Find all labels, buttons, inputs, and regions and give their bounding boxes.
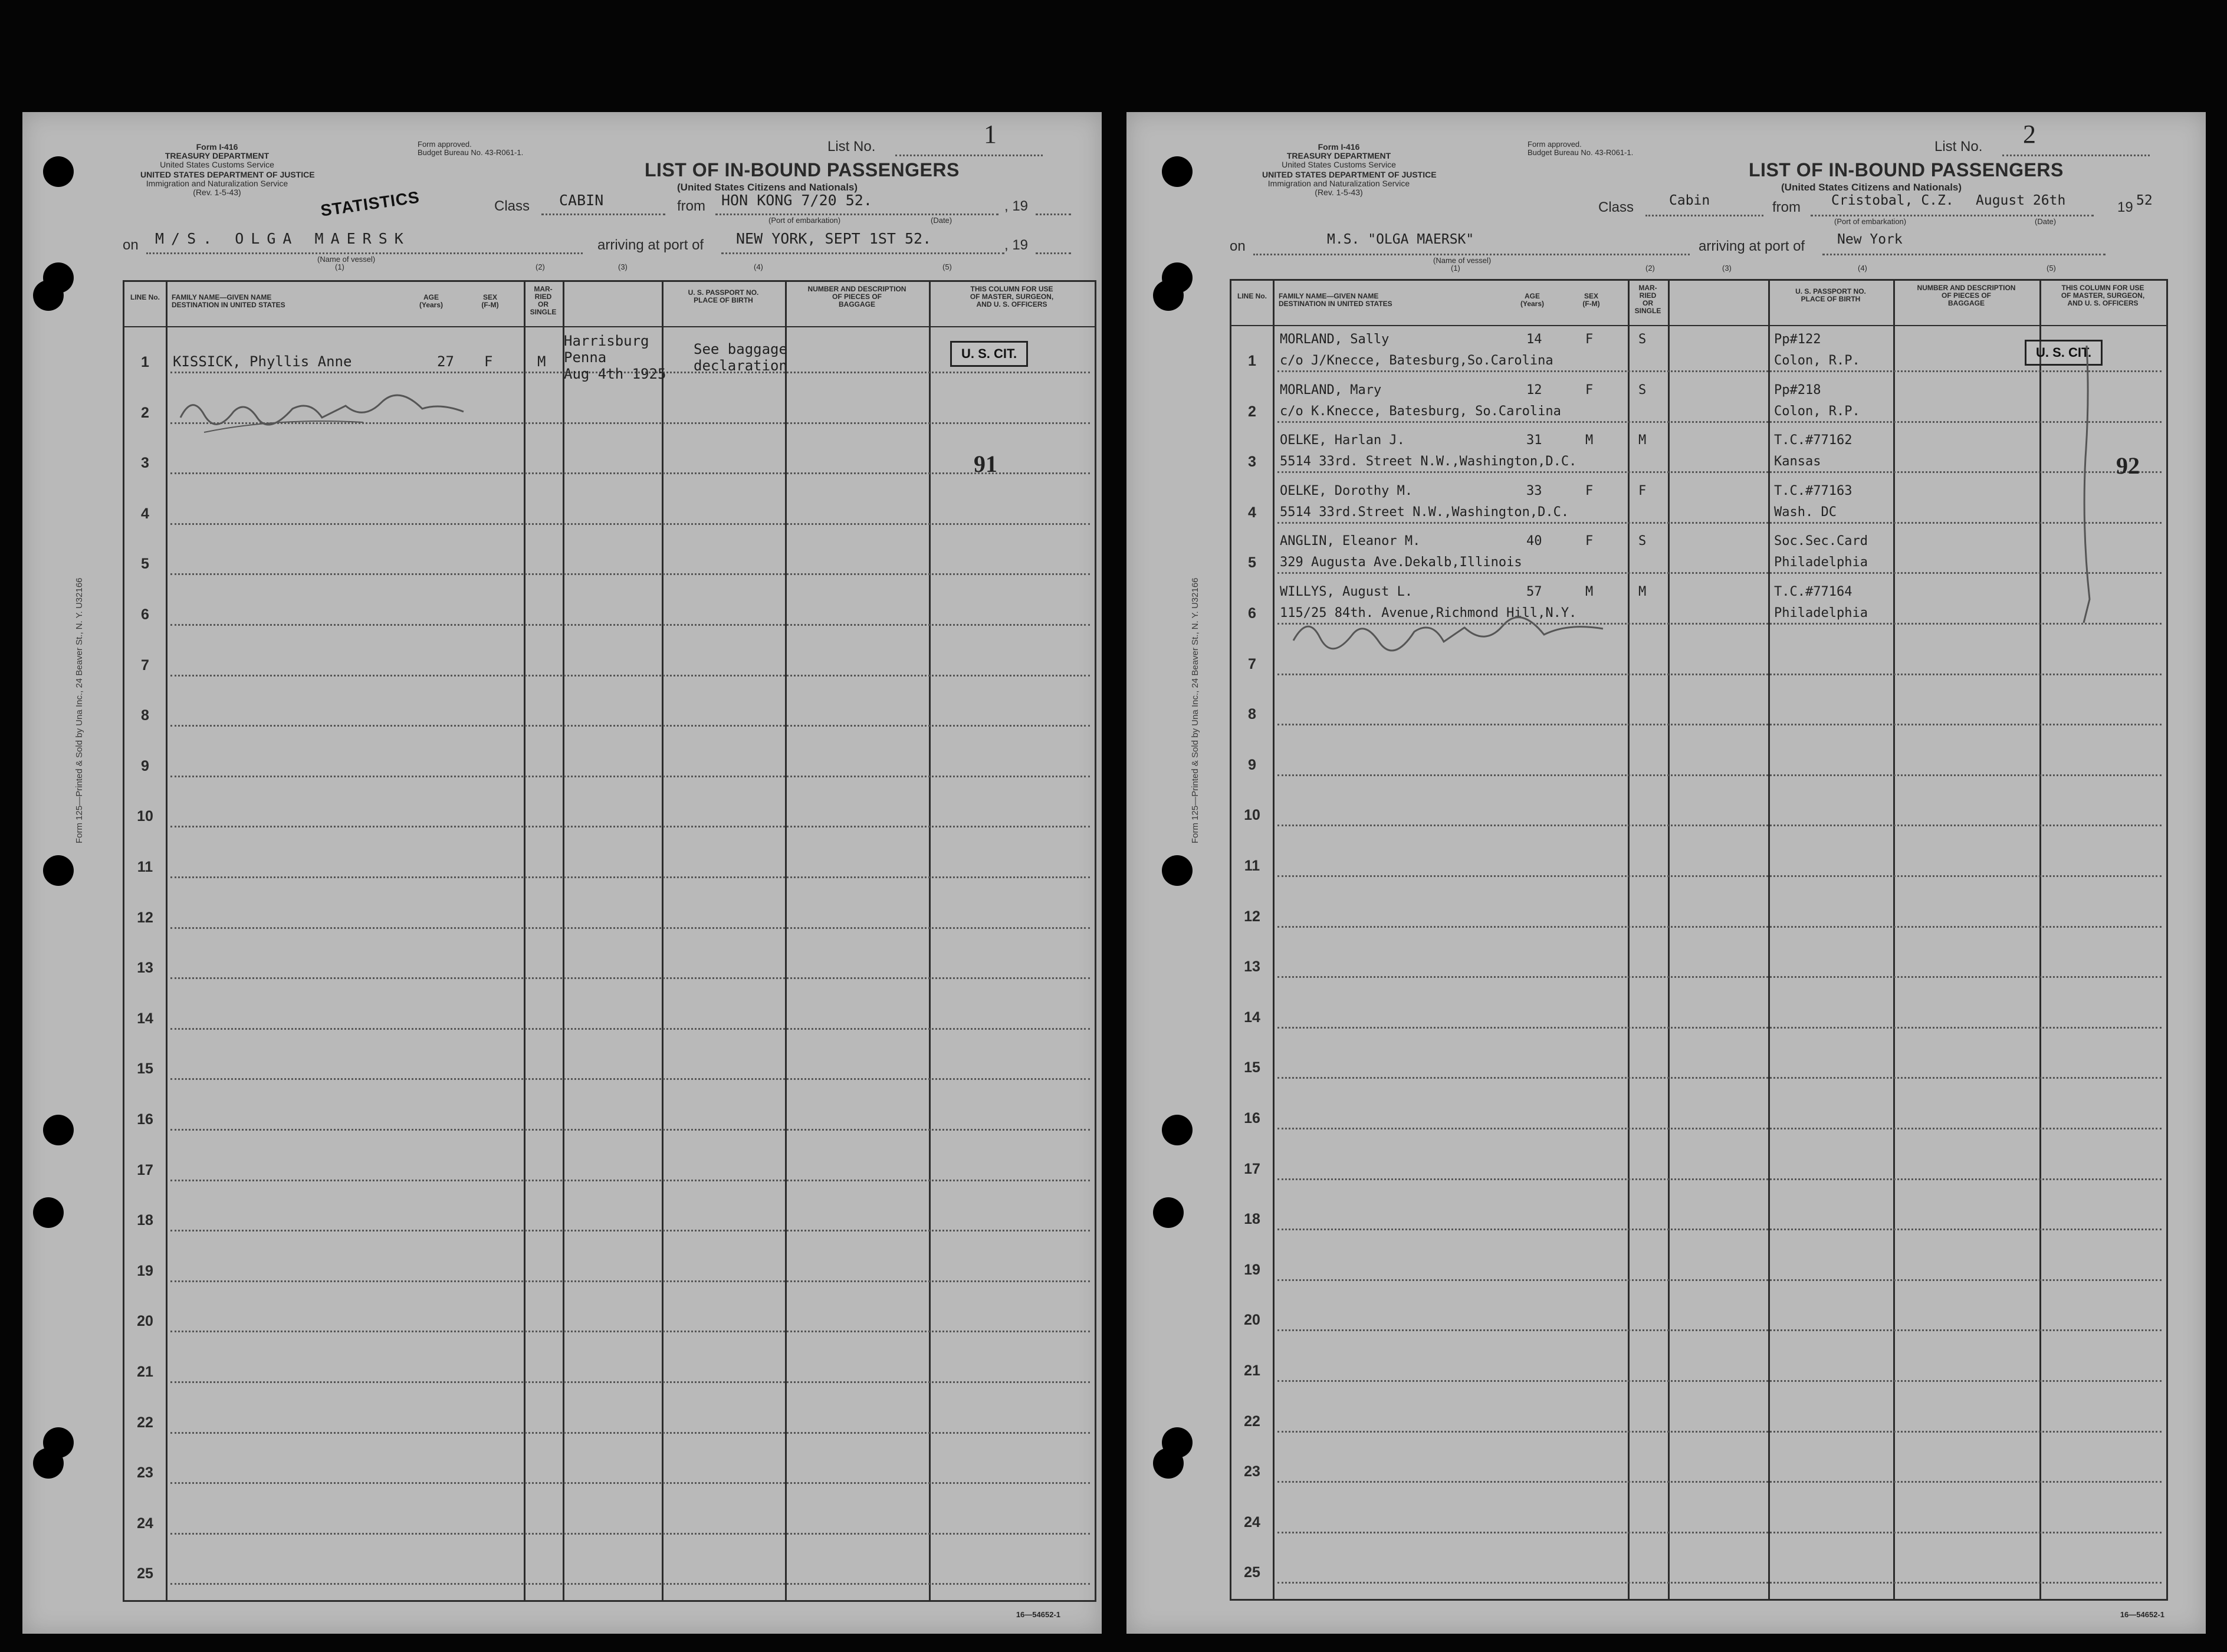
line-number: 19 bbox=[137, 1262, 153, 1279]
line-number: 11 bbox=[1244, 858, 1260, 874]
punch-hole bbox=[1162, 1115, 1193, 1145]
vessel-caption: (Name of vessel) bbox=[1433, 256, 1492, 265]
row-dotted-rule bbox=[170, 1583, 1090, 1585]
col-line-no: LINE No. bbox=[130, 293, 160, 301]
table-row bbox=[124, 1287, 1095, 1337]
line-number: 5 bbox=[1248, 554, 1256, 572]
line-number: 4 bbox=[141, 505, 149, 522]
line-number: 24 bbox=[137, 1515, 153, 1532]
page-subtitle: (United States Citizens and Nationals) bbox=[677, 182, 858, 193]
row-dotted-rule bbox=[1277, 1431, 2162, 1433]
row-dotted-rule bbox=[170, 1129, 1090, 1131]
year-suffix-2: , 19 bbox=[1004, 237, 1029, 253]
ins: Immigration and Naturalization Service bbox=[1267, 179, 1410, 188]
row-dotted-rule bbox=[1277, 1481, 2162, 1483]
line-number: 20 bbox=[137, 1313, 153, 1330]
table-row bbox=[124, 934, 1095, 984]
passenger-pp2: Philadelphia bbox=[1774, 606, 1868, 620]
line-number: 17 bbox=[1244, 1160, 1260, 1177]
line-number: 24 bbox=[1244, 1513, 1260, 1531]
row-dotted-rule bbox=[1277, 1229, 2162, 1230]
line-number: 5 bbox=[141, 556, 149, 573]
row-dotted-rule bbox=[170, 1180, 1090, 1181]
passenger-name: KISSICK, Phyllis Anne bbox=[173, 353, 352, 370]
passenger-age: 12 bbox=[1526, 382, 1542, 398]
table-row bbox=[1231, 1336, 2166, 1387]
passenger-table bbox=[123, 280, 1096, 1602]
line-number: 8 bbox=[1248, 706, 1256, 723]
line-number: 7 bbox=[1248, 655, 1256, 672]
passenger-sex: F bbox=[484, 353, 493, 370]
row-dotted-rule bbox=[170, 1078, 1090, 1080]
line-number: 25 bbox=[137, 1565, 153, 1582]
passenger-pp1: T.C.#77164 bbox=[1774, 584, 1852, 599]
col-married: MAR- RIED OR SINGLE bbox=[1634, 284, 1661, 315]
col1-caption: (1) bbox=[335, 262, 344, 271]
col-officers: THIS COLUMN FOR USE OF MASTER, SURGEON, AND U. S. OFFICERS bbox=[2061, 284, 2145, 307]
passenger-dest: c/o J/Knecce, Batesburg,So.Carolina bbox=[1280, 353, 1553, 368]
line-number: 6 bbox=[141, 606, 149, 623]
passenger-pp2: Colon, R.P. bbox=[1774, 353, 1860, 368]
punch-hole bbox=[33, 1448, 64, 1479]
line-number: 18 bbox=[137, 1212, 153, 1229]
department: TREASURY DEPARTMENT bbox=[165, 151, 270, 160]
page-number: 92 bbox=[2116, 452, 2140, 479]
table-row bbox=[1231, 1033, 2166, 1083]
passenger-age: 14 bbox=[1526, 332, 1542, 347]
table-row bbox=[124, 530, 1095, 580]
table-row bbox=[1231, 680, 2166, 730]
col-age: AGE (Years) bbox=[1520, 292, 1545, 308]
line-number: 12 bbox=[137, 909, 153, 926]
table-row bbox=[1231, 1236, 2166, 1286]
year-suffix: , 19 bbox=[1004, 198, 1029, 214]
line-number: 14 bbox=[137, 1010, 153, 1027]
line-number: 2 bbox=[141, 404, 149, 421]
table-row bbox=[1231, 1387, 2166, 1437]
from-label: from bbox=[1772, 199, 1801, 215]
footer-code: 16—54652-1 bbox=[2120, 1610, 2164, 1619]
line-number: 2 bbox=[1248, 403, 1256, 420]
col-baggage: NUMBER AND DESCRIPTION OF PIECES OF BAGGAGE bbox=[807, 285, 906, 308]
row-dotted-rule bbox=[1277, 674, 2162, 675]
passenger-ms: S bbox=[1638, 382, 1647, 398]
row-dotted-rule bbox=[170, 1432, 1090, 1434]
from-label: from bbox=[677, 198, 705, 214]
signature-scribble bbox=[169, 376, 475, 447]
us-citizen-stamp: U. S. CIT. bbox=[2025, 340, 2103, 366]
table-row bbox=[124, 833, 1095, 883]
approval-block bbox=[1528, 140, 1633, 157]
line-number: 1 bbox=[141, 354, 149, 370]
table-row bbox=[1231, 1135, 2166, 1185]
justice-dept: UNITED STATES DEPARTMENT OF JUSTICE bbox=[1262, 170, 1437, 179]
baggage-2: declaration bbox=[694, 357, 787, 374]
table-row bbox=[124, 884, 1095, 934]
passenger-name: MORLAND, Mary bbox=[1280, 382, 1382, 398]
arriving-label: arriving at port of bbox=[597, 237, 704, 253]
row-dotted-rule bbox=[170, 826, 1090, 827]
rev: (Rev. 1-5-43) bbox=[1315, 188, 1363, 197]
department: TREASURY DEPARTMENT bbox=[1286, 151, 1391, 160]
line-number: 3 bbox=[1248, 454, 1256, 471]
table-row bbox=[1231, 731, 2166, 781]
birth-place-1: Harrisburg bbox=[564, 333, 649, 349]
passenger-ms: F bbox=[1638, 483, 1647, 498]
punch-hole bbox=[33, 1197, 64, 1228]
vessel-name: M/S. OLGA MAERSK bbox=[155, 230, 410, 247]
row-dotted-rule bbox=[1277, 1027, 2162, 1029]
punch-hole bbox=[43, 1115, 74, 1145]
line-number: 15 bbox=[1244, 1059, 1260, 1076]
row-dotted-rule bbox=[170, 523, 1090, 525]
form-id: Form I-416 bbox=[1318, 142, 1360, 152]
page-number: 91 bbox=[974, 451, 997, 477]
budget: Budget Bureau No. 43-R061-1. bbox=[1528, 148, 1634, 157]
on-label: on bbox=[1230, 238, 1246, 254]
table-row bbox=[124, 1034, 1095, 1085]
passenger-pp2: Colon, R.P. bbox=[1774, 403, 1860, 419]
passenger-dest: 329 Augusta Ave.Dekalb,Illinois bbox=[1280, 555, 1522, 570]
passenger-ms: S bbox=[1638, 534, 1647, 549]
form-header-block bbox=[140, 142, 315, 197]
col-sex: SEX (F-M) bbox=[481, 293, 499, 309]
budget: Budget Bureau No. 43-R061-1. bbox=[418, 148, 524, 157]
table-row bbox=[1231, 781, 2166, 831]
row-dotted-rule bbox=[1277, 1380, 2162, 1382]
table-row bbox=[1231, 1084, 2166, 1134]
table-row bbox=[124, 984, 1095, 1034]
line-number: 12 bbox=[1244, 908, 1260, 925]
arriving-value: New York bbox=[1837, 232, 1903, 247]
passenger-age: 31 bbox=[1526, 433, 1542, 448]
punch-hole bbox=[1153, 280, 1184, 311]
punch-hole bbox=[1162, 156, 1193, 187]
passenger-dest: 5514 33rd.Street N.W.,Washington,D.C. bbox=[1280, 504, 1569, 520]
table-row bbox=[1231, 1437, 2166, 1487]
row-dotted-rule bbox=[170, 624, 1090, 626]
table-row bbox=[124, 1438, 1095, 1489]
passenger-name: MORLAND, Sally bbox=[1280, 332, 1390, 347]
line-number: 4 bbox=[1248, 504, 1256, 521]
arriving-label: arriving at port of bbox=[1699, 238, 1805, 254]
row-dotted-rule bbox=[1277, 1329, 2162, 1331]
col4-caption: (4) bbox=[754, 262, 763, 271]
line-number: 9 bbox=[141, 757, 149, 774]
line-number: 8 bbox=[141, 707, 149, 724]
col-name: FAMILY NAME—GIVEN NAME DESTINATION IN UNITED STATES bbox=[1279, 292, 1392, 308]
vessel-caption: (Name of vessel) bbox=[317, 255, 376, 264]
row-dotted-rule bbox=[1277, 1582, 2162, 1584]
row-dotted-rule bbox=[170, 725, 1090, 727]
signature-scribble bbox=[1285, 599, 1615, 664]
row-dotted-rule bbox=[1277, 774, 2162, 776]
row-dotted-rule bbox=[1277, 724, 2162, 725]
line-number: 23 bbox=[1244, 1463, 1260, 1480]
line-number: 25 bbox=[1244, 1564, 1260, 1581]
table-row bbox=[124, 1136, 1095, 1186]
row-dotted-rule bbox=[170, 876, 1090, 878]
birth-place-2: Penna bbox=[564, 349, 607, 366]
table-row bbox=[124, 681, 1095, 731]
on-label: on bbox=[123, 237, 139, 253]
table-row bbox=[1231, 983, 2166, 1033]
date-caption: (Date) bbox=[931, 216, 952, 225]
printer-side-text: Form 125—Printed & Sold by Una Inc., 24 Beaver St., N. Y. U32166 bbox=[1190, 577, 1200, 843]
line-number: 13 bbox=[137, 960, 153, 977]
col-passport: U. S. PASSPORT NO. PLACE OF BIRTH bbox=[688, 288, 759, 304]
arrival-date: August 26th bbox=[1976, 193, 2066, 208]
approval-block bbox=[418, 140, 523, 157]
row-dotted-rule bbox=[1277, 1077, 2162, 1079]
punch-hole bbox=[43, 156, 74, 187]
ins: Immigration and Naturalization Service bbox=[146, 179, 288, 188]
row-dotted-rule bbox=[170, 1028, 1090, 1030]
passenger-table bbox=[1230, 279, 2168, 1601]
table-row bbox=[1231, 832, 2166, 882]
col3-caption: (3) bbox=[1722, 264, 1732, 272]
passenger-sex: F bbox=[1585, 483, 1594, 498]
justice-dept: UNITED STATES DEPARTMENT OF JUSTICE bbox=[140, 170, 315, 179]
table-row bbox=[124, 1489, 1095, 1539]
birth-date: Aug 4th 1925 bbox=[564, 366, 666, 382]
class-label: Class bbox=[1598, 199, 1634, 215]
page-subtitle: (United States Citizens and Nationals) bbox=[1781, 182, 1962, 193]
line-number: 17 bbox=[137, 1161, 153, 1178]
row-dotted-rule bbox=[170, 1230, 1090, 1231]
table-row bbox=[124, 1237, 1095, 1287]
passenger-name: WILLYS, August L. bbox=[1280, 584, 1413, 599]
col5-caption: (5) bbox=[2047, 264, 2056, 272]
passenger-pp1: Pp#218 bbox=[1774, 382, 1821, 398]
passenger-pp2: Wash. DC bbox=[1774, 504, 1837, 520]
line-number: 23 bbox=[137, 1464, 153, 1482]
col2-caption: (2) bbox=[1645, 264, 1655, 272]
passenger-dest: c/o K.Knecce, Batesburg, So.Carolina bbox=[1280, 403, 1561, 419]
table-row bbox=[1231, 1286, 2166, 1336]
row-dotted-rule bbox=[1277, 825, 2162, 826]
line-number: 20 bbox=[1244, 1312, 1260, 1329]
page-title: LIST OF IN-BOUND PASSENGERS bbox=[1749, 159, 2064, 180]
passenger-marital: M bbox=[537, 353, 546, 370]
row-dotted-rule bbox=[1277, 1178, 2162, 1180]
row-dotted-rule bbox=[170, 573, 1090, 575]
line-number: 1 bbox=[1248, 353, 1256, 369]
row-dotted-rule bbox=[1277, 875, 2162, 877]
punch-hole bbox=[1153, 1197, 1184, 1228]
line-number: 10 bbox=[1244, 807, 1260, 824]
line-number: 9 bbox=[1248, 756, 1256, 773]
row-dotted-rule bbox=[170, 1533, 1090, 1535]
passenger-ms: M bbox=[1638, 584, 1647, 599]
punch-hole bbox=[43, 855, 74, 886]
line-number: 21 bbox=[1244, 1362, 1260, 1379]
row-dotted-rule bbox=[1277, 1128, 2162, 1129]
passenger-age: 33 bbox=[1526, 483, 1542, 498]
left-manifest-page bbox=[22, 112, 1102, 1634]
row-dotted-rule bbox=[170, 1331, 1090, 1332]
table-row bbox=[1231, 932, 2166, 983]
printer-side-text: Form 125—Printed & Sold by Una Inc., 24 Beaver St., N. Y. U32166 bbox=[74, 577, 84, 843]
port-caption: (Port of embarkation) bbox=[768, 216, 841, 225]
col5-caption: (5) bbox=[942, 262, 952, 271]
passenger-pp1: Pp#122 bbox=[1774, 332, 1821, 347]
passenger-pp1: Soc.Sec.Card bbox=[1774, 534, 1868, 549]
col4-caption: (4) bbox=[1858, 264, 1867, 272]
line-number: 19 bbox=[1244, 1261, 1260, 1278]
line-number: 3 bbox=[141, 455, 149, 472]
class-value: CABIN bbox=[559, 192, 604, 209]
form-id: Form I-416 bbox=[196, 142, 238, 152]
table-row bbox=[1231, 882, 2166, 932]
col-baggage: NUMBER AND DESCRIPTION OF PIECES OF BAGGAGE bbox=[1917, 284, 2016, 307]
row-dotted-rule bbox=[170, 776, 1090, 777]
line-number: 14 bbox=[1244, 1009, 1260, 1026]
line-number: 16 bbox=[1244, 1110, 1260, 1126]
table-row bbox=[124, 732, 1095, 782]
col-sex: SEX (F-M) bbox=[1582, 292, 1600, 308]
col-passport: U. S. PASSPORT NO. PLACE OF BIRTH bbox=[1795, 287, 1866, 303]
port-caption: (Port of embarkation) bbox=[1834, 217, 1907, 226]
passenger-pp1: T.C.#77163 bbox=[1774, 483, 1852, 498]
table-row bbox=[1231, 1185, 2166, 1235]
row-dotted-rule bbox=[1277, 926, 2162, 928]
row-dotted-rule bbox=[170, 927, 1090, 929]
passenger-ms: M bbox=[1638, 433, 1647, 448]
passenger-age: 40 bbox=[1526, 534, 1542, 549]
col-age: AGE (Years) bbox=[419, 293, 444, 309]
line-number: 11 bbox=[137, 859, 153, 875]
list-no-label: List No. bbox=[1934, 139, 1983, 155]
passenger-dest: 5514 33rd. Street N.W.,Washington,D.C. bbox=[1280, 454, 1577, 469]
right-manifest-page bbox=[1126, 112, 2206, 1634]
col-married: MAR- RIED OR SINGLE bbox=[530, 285, 557, 316]
table-row bbox=[1231, 1488, 2166, 1538]
list-no-label: List No. bbox=[827, 139, 876, 155]
line-number: 18 bbox=[1244, 1211, 1260, 1228]
row-dotted-rule bbox=[1277, 1279, 2162, 1281]
page-title: LIST OF IN-BOUND PASSENGERS bbox=[645, 159, 960, 180]
check-mark-line bbox=[2069, 340, 2104, 635]
line-number: 16 bbox=[137, 1111, 153, 1128]
list-no: 2 bbox=[2023, 120, 2036, 149]
line-number: 22 bbox=[137, 1414, 153, 1431]
passenger-sex: M bbox=[1585, 584, 1594, 599]
passenger-sex: F bbox=[1585, 332, 1594, 347]
row-dotted-rule bbox=[1277, 976, 2162, 978]
line-number: 22 bbox=[1244, 1413, 1260, 1430]
table-row bbox=[124, 479, 1095, 530]
row-dotted-rule bbox=[170, 1482, 1090, 1484]
col-name: FAMILY NAME—GIVEN NAME DESTINATION IN UNITED STATES bbox=[172, 293, 285, 309]
passenger-pp2: Philadelphia bbox=[1774, 555, 1868, 570]
footer-code: 16—54652-1 bbox=[1016, 1610, 1060, 1619]
from-value: Cristobal, C.Z. bbox=[1831, 193, 1954, 208]
col2-caption: (2) bbox=[536, 262, 545, 271]
service: United States Customs Service bbox=[160, 160, 274, 169]
vessel-name: M.S. "OLGA MAERSK" bbox=[1327, 232, 1474, 247]
passenger-sex: M bbox=[1585, 433, 1594, 448]
line-number: 7 bbox=[141, 656, 149, 674]
passenger-ms: S bbox=[1638, 332, 1647, 347]
us-citizen-stamp: U. S. CIT. bbox=[950, 341, 1028, 367]
table-row bbox=[124, 631, 1095, 681]
row-dotted-rule bbox=[1277, 1532, 2162, 1533]
year-value: 52 bbox=[2136, 193, 2153, 208]
passenger-sex: F bbox=[1585, 382, 1594, 398]
statistics-stamp: STATISTICS bbox=[319, 188, 421, 220]
punch-hole bbox=[1162, 855, 1193, 886]
table-row bbox=[124, 580, 1095, 630]
row-dotted-rule bbox=[170, 977, 1090, 979]
line-number: 10 bbox=[137, 808, 153, 825]
passenger-sex: F bbox=[1585, 534, 1594, 549]
col-officers: THIS COLUMN FOR USE OF MASTER, SURGEON, AND U. S. OFFICERS bbox=[970, 285, 1054, 308]
table-row bbox=[124, 1085, 1095, 1135]
arriving-value: NEW YORK, SEPT 1ST 52. bbox=[736, 230, 932, 247]
table-row bbox=[1231, 1538, 2166, 1588]
passenger-name: OELKE, Harlan J. bbox=[1280, 433, 1405, 448]
approval: Form approved. bbox=[1528, 140, 1582, 149]
table-row bbox=[124, 782, 1095, 832]
rev: (Rev. 1-5-43) bbox=[193, 188, 241, 197]
approval: Form approved. bbox=[418, 140, 472, 149]
row-dotted-rule bbox=[170, 1280, 1090, 1282]
date-caption: (Date) bbox=[2035, 217, 2057, 226]
passenger-age: 57 bbox=[1526, 584, 1542, 599]
row-dotted-rule bbox=[170, 1381, 1090, 1383]
col1-caption: (1) bbox=[1451, 264, 1460, 272]
table-row bbox=[124, 1186, 1095, 1236]
class-label: Class bbox=[494, 198, 530, 214]
table-row bbox=[124, 1338, 1095, 1388]
row-dotted-rule bbox=[170, 675, 1090, 676]
form-header-block bbox=[1262, 142, 1437, 197]
passenger-pp1: T.C.#77162 bbox=[1774, 433, 1852, 448]
year-label: 19 bbox=[2117, 199, 2133, 215]
punch-hole bbox=[33, 280, 64, 311]
passenger-dest: 115/25 84th. Avenue,Richmond Hill,N.Y. bbox=[1280, 606, 1577, 620]
line-number: 21 bbox=[137, 1364, 153, 1380]
passenger-name: ANGLIN, Eleanor M. bbox=[1280, 534, 1421, 549]
service: United States Customs Service bbox=[1282, 160, 1396, 169]
passenger-pp2: Kansas bbox=[1774, 454, 1821, 469]
row-dotted-rule bbox=[170, 472, 1090, 474]
passenger-age: 27 bbox=[437, 353, 454, 370]
class-value: Cabin bbox=[1669, 193, 1710, 208]
baggage-1: See baggage bbox=[694, 341, 787, 357]
punch-hole bbox=[1153, 1448, 1184, 1479]
passenger-name: OELKE, Dorothy M. bbox=[1280, 483, 1413, 498]
table-row bbox=[124, 1388, 1095, 1438]
line-number: 6 bbox=[1248, 605, 1256, 622]
col-line-no: LINE No. bbox=[1237, 292, 1267, 300]
table-row bbox=[124, 1539, 1095, 1589]
line-number: 15 bbox=[137, 1060, 153, 1078]
from-value: HON KONG 7/20 52. bbox=[721, 192, 872, 209]
line-number: 13 bbox=[1244, 958, 1260, 976]
col3-caption: (3) bbox=[618, 262, 628, 271]
list-no: 1 bbox=[984, 120, 997, 149]
